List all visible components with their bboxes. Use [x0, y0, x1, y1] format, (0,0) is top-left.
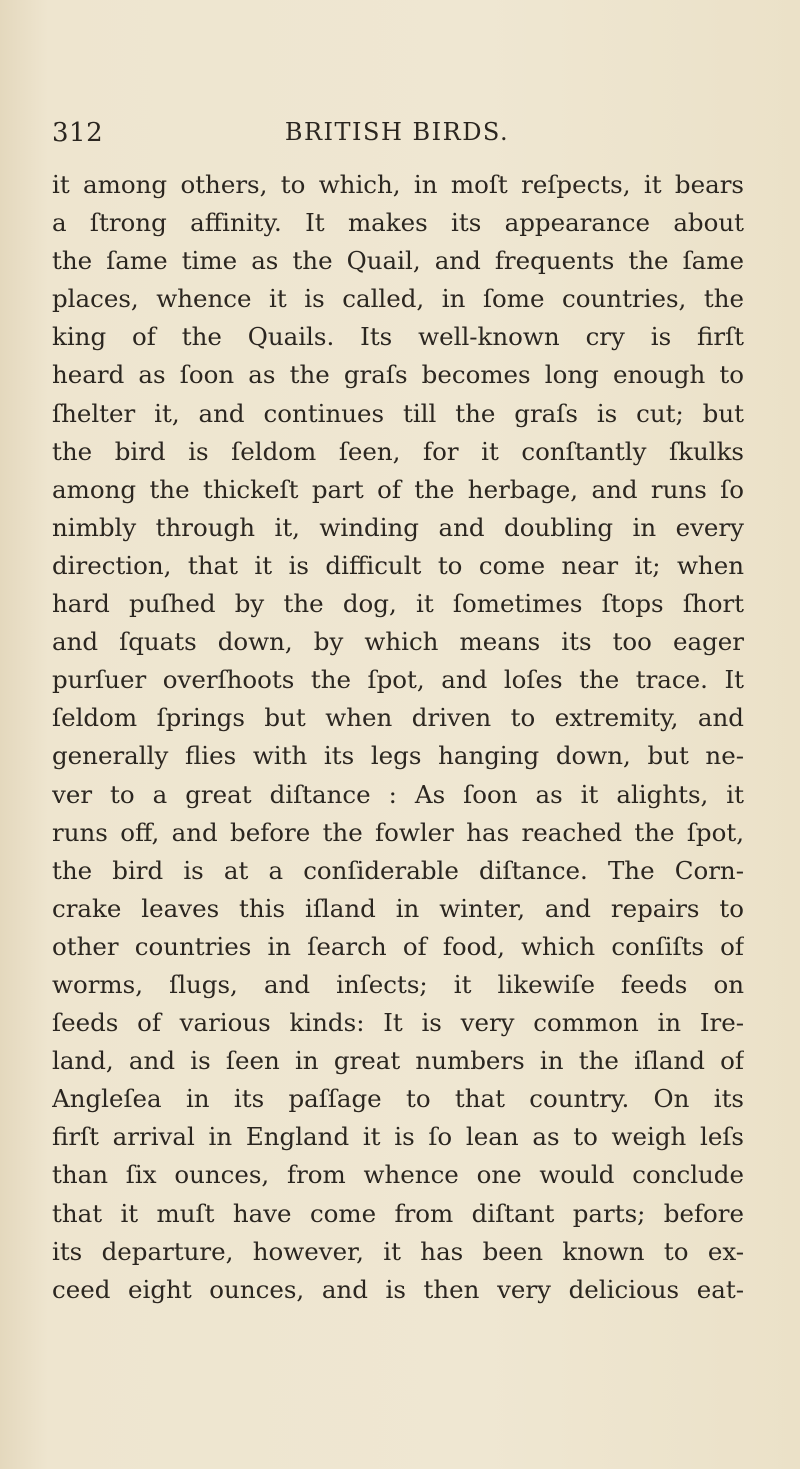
running-head: BRITISH BIRDS.	[284, 118, 510, 146]
page-number: 312	[52, 118, 104, 148]
text-line: crake leaves this iſland in winter, and repairs to	[52, 893, 744, 923]
text-line: ceed eight ounces, and is then very delicious eat-	[52, 1274, 744, 1304]
text-line: runs off, and before the fowler has reached the ſpot,	[52, 817, 744, 847]
text-line: that it muſt have come from diſtant parts; before	[52, 1198, 744, 1228]
text-line: the ſame time as the Quail, and frequents the ſame	[52, 246, 744, 276]
text-line: places, whence it is called, in ſome countries, the	[52, 284, 744, 314]
body-text	[52, 166, 744, 1309]
text-line: a ſtrong affinity. It makes its appearance about	[52, 208, 744, 238]
text-line: ſeeds of various kinds: It is very common in Ire-	[52, 1008, 744, 1038]
text-line: it among others, to which, in moſt reſpects, it bears	[52, 170, 744, 199]
text-line: Angleſea in its paſſage to that country. On its	[52, 1084, 744, 1114]
text-line: than ſix ounces, from whence one would conclude	[52, 1160, 744, 1190]
page-header	[52, 118, 742, 154]
text-line: worms, ſlugs, and inſects; it likewiſe feeds on	[52, 969, 744, 999]
text-line: its departure, however, it has been known to ex-	[52, 1236, 744, 1266]
text-line: ver to a great diſtance : As ſoon as it alights, it	[52, 779, 744, 809]
text-line: king of the Quails. Its well-known cry is firſt	[52, 322, 744, 352]
text-line: land, and is ſeen in great numbers in the iſland of	[52, 1046, 744, 1076]
text-line: ſhelter it, and continues till the graſs is cut; but	[52, 398, 744, 428]
text-line: hard puſhed by the dog, it ſometimes ſtops ſhort	[52, 589, 744, 619]
text-line: generally flies with its legs hanging down, but ne-	[52, 741, 744, 771]
text-line: direction, that it is difficult to come near it; when	[52, 550, 744, 580]
text-line: firſt arrival in England it is ſo lean as to weigh leſs	[52, 1122, 744, 1152]
text-line: the bird is at a conſiderable diſtance. The Corn-	[52, 855, 744, 885]
text-line: the bird is ſeldom ſeen, for it conſtantly ſkulks	[52, 436, 744, 466]
text-line: other countries in ſearch of food, which conſiſts of	[52, 931, 744, 961]
text-line: purſuer overſhoots the ſpot, and loſes the trace. It	[52, 665, 744, 695]
text-line: heard as ſoon as the graſs becomes long enough to	[52, 360, 744, 390]
text-line: nimbly through it, winding and doubling in every	[52, 512, 744, 542]
text-line: among the thickeſt part of the herbage, and runs ſo	[52, 474, 744, 504]
text-line: and ſquats down, by which means its too eager	[52, 627, 744, 657]
text-line: ſeldom ſprings but when driven to extremity, and	[52, 703, 744, 733]
